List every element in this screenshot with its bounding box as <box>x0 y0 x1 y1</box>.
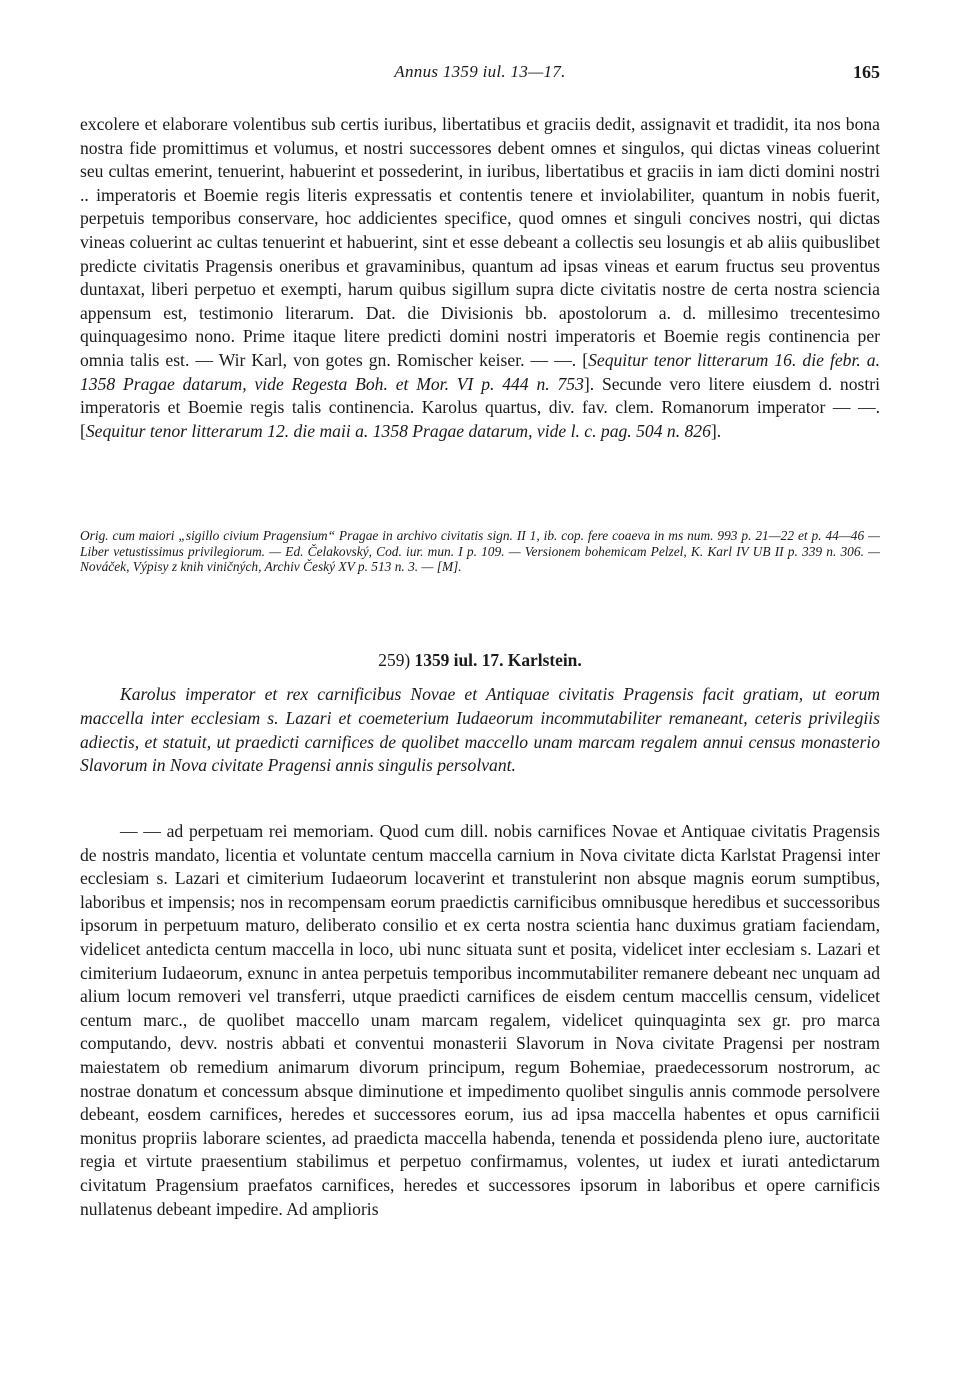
paragraph-text: ]. <box>710 420 722 441</box>
document-number: 259) <box>378 650 411 670</box>
editorial-note-italic: Sequitur tenor litterarum 12. die maii a. 1358 Pragae datarum, vide l. c. pag. 504 n. 826 <box>85 420 711 441</box>
document-regest: Karolus imperator et rex carnificibus Novae et Antiquae civitatis Pragensis facit gratiam, ut eorum maccella inter ecclesiam s. Lazari et coemeterium Iudaeorum incommutabiliter remaneant, ceteris privilegiis adiectis, et statuit, ut praedicti carnifices de quolibet maccello unam marcam regalem annui census monasterio Slavorum in Nova civitate Pragensi annis singulis persolvant. <box>80 684 880 776</box>
document-date-place: 1359 iul. 17. Karlstein. <box>414 650 582 670</box>
document-heading <box>80 650 880 671</box>
document-text: — — ad perpetuam rei memoriam. Quod cum dill. nobis carnifices Novae et Antiquae civitatis Pragensis de nostris mandato, licentia et voluntate centum maccella carnium in Nova civitate dicta Karlstat Pragensi inter ecclesiam s. Lazari et cimiterium Iudaeorum locaverint et transtulerint non absque magnis eorum sumptibus, laboribus et impensis; nos in recompensam eorum praedictis carnificibus omnibusque heredibus et successoribus ipsorum in perpetuum maturo, deliberato consilio et ex certa nostra scientia hanc duximus gratiam faciendam, videlicet antedicta centum maccella in loco, ubi nunc situata sunt et posita, videlicet inter ecclesiam s. Lazari et cimiterium Iudaeorum, exnunc in antea perpetuis temporibus incommutabiliter remanere debeant nec unquam ad alium locum removeri vel transferri, utque praedicti carnifices de eisdem centum maccellis censum, videlicet centum marc., de quolibet maccello unam marcam regalem, videlicet quinquaginta sex gr. pro marca computando, devv. nostris abbati et conventui monasterii Slavorum in Nova civitate Pragensi per nostram maiestatem ob remedium animarum divorum principum, regum Bohemiae, praedecessorum nostrorum, ac nostrae donatum et concessum absque diminutione et impedimento quolibet singulis annis commode persolvere debeant, eosdem carnifices, heredes et successores eorum, ius ad ipsa maccella habentes et opus carnificii monitus propriis laborare scientes, ad praedicta maccella habenda, tenenda et possidenda pleno iure, auctoritate regia et virtute praesentium stabilimus et perpetuo confirmamus, volentes, ut iudex et iurati antedictarum civitatum Pragensium praefatos carnifices, heredes et successores ipsorum in laboribus et opere carnificis nullatenus debeant impedire. Ad amplioris <box>80 821 880 1219</box>
paragraph-text: ]. Secunde vero litere eiusdem d. nostri imperatoris et Boemie regis talis continencia. Karolus quartus, div. fav. clem. Romanorum imperator — —. [ <box>80 373 880 441</box>
editorial-note-italic: Sequitur tenor litterarum 16. die febr. a. 1358 Pragae datarum, vide Regesta Boh. et Mor. VI p. 444 n. 753 <box>80 349 880 394</box>
source-notes: Orig. cum maiori „sigillo civium Pragensium“ Pragae in archivo civitatis sign. II 1, ib. cop. fere coaeva in ms num. 993 p. 21—22 et p. 44—46 — Liber vetustissimus privilegiorum. — Ed. Čelakovský, Cod. iur. mun. I p. 109. — Versionem bohemicam Pelzel, K. Karl IV UB II p. 339 n. 306. — Nováček, Výpisy z knih viničných, Archiv Český XV p. 513 n. 3. — [M]. <box>80 528 880 575</box>
paragraph-text: excolere et elaborare volentibus sub certis iuribus, libertatibus et graciis dedit, assignavit et tradidit, ita nos bona nostra fide promittimus et volumus, et nostri successores debent omnes et singulos, qui dictas vineas coluerint seu cultas emerint, tenuerint, habuerint et possederint, in iuribus, libertatibus et graciis in iam dicti domini nostri .. imperatoris et Boemie regis literis expressatis et contentis tenere et inviolabiliter, quantum in nobis fuerit, perpetuis temporibus conservare, hoc addicientes specifice, quod omnes et singuli concives nostri, qui dictas vineas coluerint ac cultas tenuerint et habuerint, sint et esse debeant a collectis seu losungis et ab aliis quibuslibet predicte civitatis Pragensis oneribus et gravaminibus, quantum ad ipsas vineas et earum fructus seu proventus duntaxat, liberi perpetuo et exempti, harum quibus sigillum supra dicte civitatis nostre de certa nostra sciencia appensum est, testimonio literarum. Dat. die Divisionis bb. apostolorum a. d. millesimo trecentesimo quinquagesimo nono. Prime itaque litere predicti domini nostri imperatoris et Boemie regis continencia per omnia talis est. — Wir Karl, von gotes gn. Romischer keiser. — —. [ <box>80 114 880 370</box>
body-paragraph-continuation <box>80 113 880 443</box>
page-number: 165 <box>853 62 880 82</box>
running-head <box>80 62 880 88</box>
running-title: Annus 1359 iul. 13—17. <box>394 62 566 81</box>
